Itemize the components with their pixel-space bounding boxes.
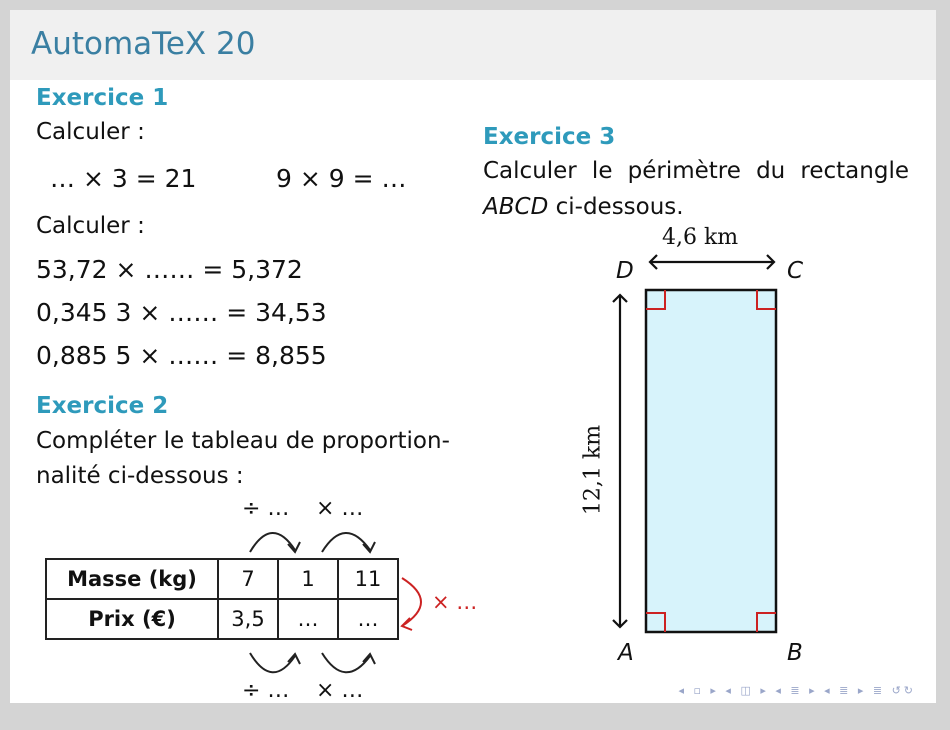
vertex-d: D [616, 258, 634, 284]
table-cell: 3,5 [218, 599, 278, 639]
vertex-a: A [618, 640, 634, 666]
vertex-c: C [787, 258, 804, 284]
exercise-2-text-1: Compléter le tableau de proportion- [36, 428, 450, 454]
rectangle-abcd [646, 290, 776, 632]
exercise-2-title: Exercice 2 [36, 393, 169, 419]
exercise-3-text-1: Calculer le périmètre du rectangle [483, 158, 909, 184]
exercise-1-instruction-1: Calculer : [36, 119, 145, 145]
calc-row-1: 53,72 × …… = 5,372 [36, 255, 303, 284]
calc-b: 9 × 9 = … [276, 164, 407, 193]
rectangle-figure [10, 10, 936, 703]
table-cell: … [338, 599, 398, 639]
beamer-navigation[interactable]: ◂ ▫ ▸ ◂ ◫ ▸ ◂ ≣ ▸ ◂ ≣ ▸ ≣ ↺↻ [678, 684, 916, 697]
exercise-2-text-2: nalité ci-dessous : [36, 463, 244, 489]
calc-row-2: 0,345 3 × …… = 34,53 [36, 298, 327, 327]
side-op: × … [432, 590, 478, 614]
exercise-3-text-2-rest: ci-dessous. [548, 194, 684, 220]
top-op-divide: ÷ … [242, 496, 290, 521]
vertex-b: B [787, 640, 803, 666]
slide [10, 10, 936, 703]
bottom-op-divide: ÷ … [242, 678, 290, 703]
bottom-op-multiply: × … [316, 678, 364, 703]
width-label: 4,6 km [662, 225, 739, 250]
height-label: 12,1 km [580, 424, 606, 516]
exercise-1-title: Exercice 1 [36, 85, 169, 111]
calc-row-3: 0,885 5 × …… = 8,855 [36, 341, 327, 370]
exercise-3-title: Exercice 3 [483, 124, 616, 150]
table-cell: 7 [218, 559, 278, 599]
exercise-1-instruction-2: Calculer : [36, 213, 145, 239]
table-cell: 11 [338, 559, 398, 599]
slide-title: AutomaTeX 20 [31, 26, 256, 62]
row-header-mass: Masse (kg) [46, 559, 218, 599]
table-cell: … [278, 599, 338, 639]
table-cell: 1 [278, 559, 338, 599]
top-op-multiply: × … [316, 496, 364, 521]
rectangle-name: ABCD [483, 194, 549, 220]
row-header-price: Prix (€) [46, 599, 218, 639]
calc-a: … × 3 = 21 [50, 164, 197, 193]
